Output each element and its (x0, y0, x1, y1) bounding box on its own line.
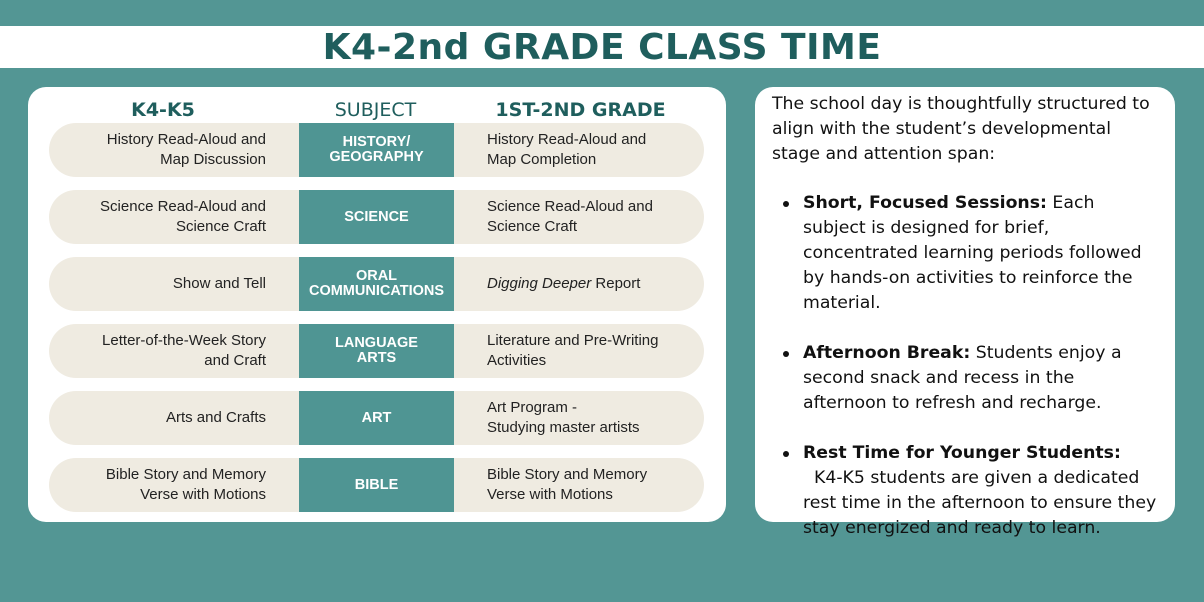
subject-label: SCIENCE (299, 190, 454, 244)
grade-1-2-activity: History Read-Aloud and Map Completion (487, 131, 647, 168)
subject-label: ART (299, 391, 454, 445)
k4-k5-activity: Letter-of-the-Week Story and Craft (102, 332, 266, 369)
k4-k5-activity: Bible Story and Memory Verse with Motions (105, 466, 266, 503)
schedule-table-card (28, 87, 726, 522)
grade-1-2-activity: Science Read-Aloud and Science Craft (487, 198, 653, 235)
grade-1-2-activity: Digging Deeper Report (487, 275, 641, 292)
bullet-list (772, 191, 1161, 541)
table-row (49, 324, 704, 378)
column-header-1st-2nd-grade: 1ST-2ND GRADE (495, 99, 666, 121)
table-row (49, 257, 704, 311)
k4-k5-activity: Show and Tell (172, 275, 266, 292)
title-banner (0, 26, 1204, 68)
k4-k5-activity: Science Read-Aloud and Science Craft (100, 198, 266, 235)
table-row (49, 391, 704, 445)
grade-1-2-activity: Art Program - Studying master artists (487, 399, 640, 436)
column-header-subject: SUBJECT (334, 99, 417, 121)
bullet-short-sessions: Short, Focused Sessions: Each subject is designed for brief, concentrated learning periods followed by hands-on activities to reinforce the material. (803, 191, 1161, 316)
subject-label: BIBLE (299, 458, 454, 512)
column-header-k4-k5: K4-K5 (131, 99, 195, 121)
k4-k5-activity: History Read-Aloud and Map Discussion (106, 131, 266, 168)
subject-label: HISTORY/ GEOGRAPHY (299, 123, 454, 177)
grade-1-2-activity: Bible Story and Memory Verse with Motions (487, 466, 648, 503)
intro-paragraph: The school day is thoughtfully structured to align with the student’s developmental stage and attention span: (772, 94, 1150, 164)
table-row (49, 190, 704, 244)
bullet-rest-time: Rest Time for Younger Students: K4-K5 students are given a dedicated rest time in the afternoon to ensure they stay energized and ready to learn. (803, 441, 1161, 541)
bullet-afternoon-break: Afternoon Break: Students enjoy a second snack and recess in the afternoon to refresh and recharge. (803, 341, 1161, 416)
grade-1-2-activity: Literature and Pre-Writing Activities (487, 332, 659, 369)
subject-label: ORAL COMMUNICATIONS (299, 257, 454, 311)
k4-k5-activity: Arts and Crafts (165, 409, 266, 426)
subject-label: LANGUAGE ARTS (299, 324, 454, 378)
table-row (49, 458, 704, 512)
schedule-description-card (755, 87, 1175, 538)
table-row (49, 123, 704, 177)
page-title: K4-2nd GRADE CLASS TIME (322, 26, 882, 68)
